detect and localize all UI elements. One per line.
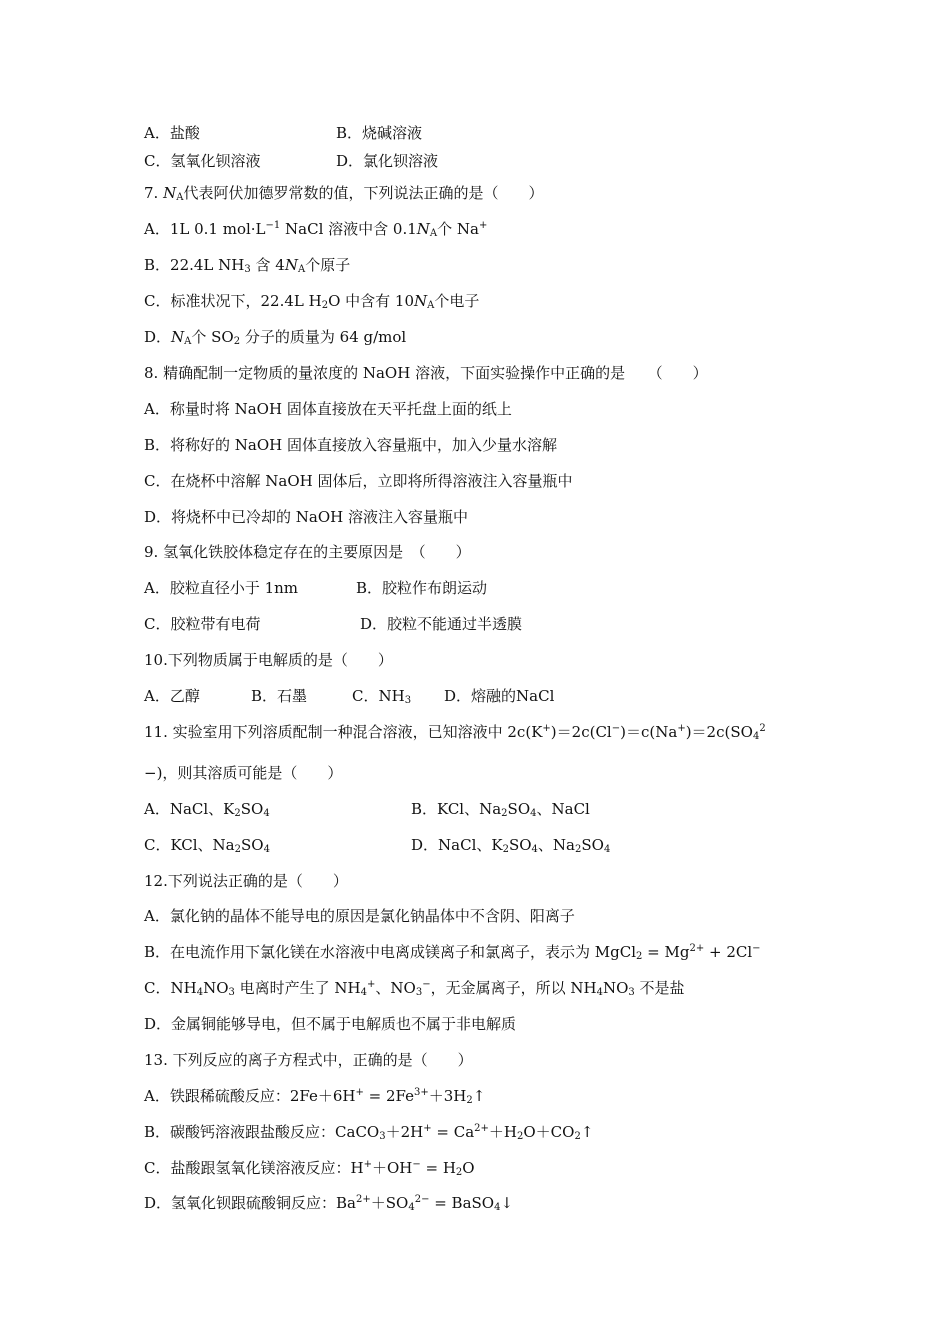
q6-option-d: D．氯化钡溶液 bbox=[336, 152, 439, 170]
q11-stem: 11. 实验室用下列溶质配制一种混合溶液，已知溶液中 $2c(K^+)=2c(Cl^-)=c(Na^+)=2c(SO_4^2$ bbox=[144, 723, 766, 742]
q6-option-a: A．盐酸 B．烧碱溶液 bbox=[144, 124, 423, 142]
q7-option-c: C．标准状况下，22.4L $H_2O$ 中含有 $10N_A$个电子 bbox=[144, 292, 480, 311]
q11-option-c: C．KCl、$Na_2SO_4$ D．NaCl、$K_2SO_4$、$Na_2SO_4$ bbox=[144, 836, 611, 855]
q7-stem: 7. $N_A$代表阿伏加德罗常数的值，下列说法正确的是（ ） bbox=[144, 184, 544, 203]
q13-option-c: C．盐酸跟氢氧化镁溶液反应：$H^++OH^- = H_2O$ bbox=[144, 1159, 475, 1178]
q7-option-d: D．$N_A$个 $SO_2$ 分子的质量为 64 g/mol bbox=[144, 328, 407, 347]
q12-option-a: A．氯化钠的晶体不能导电的原因是氯化钠晶体中不含阴、阳离子 bbox=[144, 907, 575, 925]
q8-option-b: B．将称好的 NaOH 固体直接放入容量瓶中，加入少量水溶解 bbox=[144, 436, 558, 454]
q13-option-d: D．氢氧化钡跟硫酸铜反应：$Ba^{2+}+SO_4^{2-}$ = BaSO$_4$↓ bbox=[144, 1194, 514, 1213]
q12-stem: 12.下列说法正确的是（ ） bbox=[144, 872, 348, 890]
q8-option-c: C．在烧杯中溶解 NaOH 固体后，立即将所得溶液注入容量瓶中 bbox=[144, 472, 573, 490]
q12-option-b: B．在电流作用下氯化镁在水溶液中电离成镁离子和氯离子，表示为 MgCl$_2$ = $Mg^{2+} + 2Cl^-$ bbox=[144, 943, 761, 962]
q10-option-b: B．石墨 bbox=[251, 687, 308, 705]
q10-option-c: C．$NH_3$ bbox=[352, 687, 412, 706]
q11-stem-continued: −)，则其溶质可能是（ ） bbox=[144, 764, 343, 782]
q7-option-b: B．22.4L $NH_3$ 含 $4N_A$个原子 bbox=[144, 256, 351, 275]
q11-option-b: B．KCl、$Na_2SO_4$、NaCl bbox=[411, 800, 590, 819]
q12-option-c: C．$NH_4NO_3$ 电离时产生了 $NH_4^+$、$NO_3^-$，无金属离子，所以 $NH_4NO_3$ 不是盐 bbox=[144, 979, 685, 998]
q10-stem: 10.下列物质属于电解质的是（ ） bbox=[144, 651, 393, 669]
q6-option-c: C．氢氧化钡溶液 D．氯化钡溶液 bbox=[144, 152, 439, 170]
q13-option-a: A．铁跟稀硫酸反应：$2Fe+6H^+ = 2Fe^{3+}+3H_2↑$ bbox=[144, 1087, 486, 1106]
q10-option-d: D．熔融的NaCl bbox=[444, 687, 555, 705]
q8-stem: 8. 精确配制一定物质的量浓度的 NaOH 溶液，下面实验操作中正确的是 （ ） bbox=[144, 364, 708, 382]
q10-options bbox=[144, 686, 555, 706]
q11-option-a: A．NaCl、$K_2SO_4$ B．KCl、$Na_2SO_4$、NaCl bbox=[144, 800, 590, 819]
q8-option-a: A．称量时将 NaOH 固体直接放在天平托盘上面的纸上 bbox=[144, 400, 512, 418]
q6-option-b: B．烧碱溶液 bbox=[336, 124, 423, 142]
q9-option-b: B．胶粒作布朗运动 bbox=[356, 579, 488, 597]
q9-option-c: C．胶粒带有电荷 D．胶粒不能通过半透膜 bbox=[144, 615, 523, 633]
q10-option-a: A．乙醇 bbox=[144, 687, 200, 705]
q13-option-b: B．碳酸钙溶液跟盐酸反应：CaCO$_3$＋2H+ = $Ca^{2+}+H_2O+CO_2↑$ bbox=[144, 1123, 594, 1142]
q7-option-a: A．1L 0.1 $mol\cdot L^{-1}$ NaCl 溶液中含 $0.1N_A$个 Na+ bbox=[144, 220, 488, 239]
q12-option-d: D．金属铜能够导电，但不属于电解质也不属于非电解质 bbox=[144, 1015, 517, 1033]
q9-stem: 9. 氢氧化铁胶体稳定存在的主要原因是 （ ） bbox=[144, 543, 471, 561]
q11-option-d: D．NaCl、$K_2SO_4$、$Na_2SO_4$ bbox=[411, 836, 611, 855]
q8-option-d: D．将烧杯中已冷却的 NaOH 溶液注入容量瓶中 bbox=[144, 508, 469, 526]
q9-option-a: A．胶粒直径小于 1nm B．胶粒作布朗运动 bbox=[144, 579, 488, 597]
q9-option-d: D．胶粒不能通过半透膜 bbox=[360, 615, 523, 633]
q13-stem: 13. 下列反应的离子方程式中，正确的是（ ） bbox=[144, 1051, 473, 1069]
